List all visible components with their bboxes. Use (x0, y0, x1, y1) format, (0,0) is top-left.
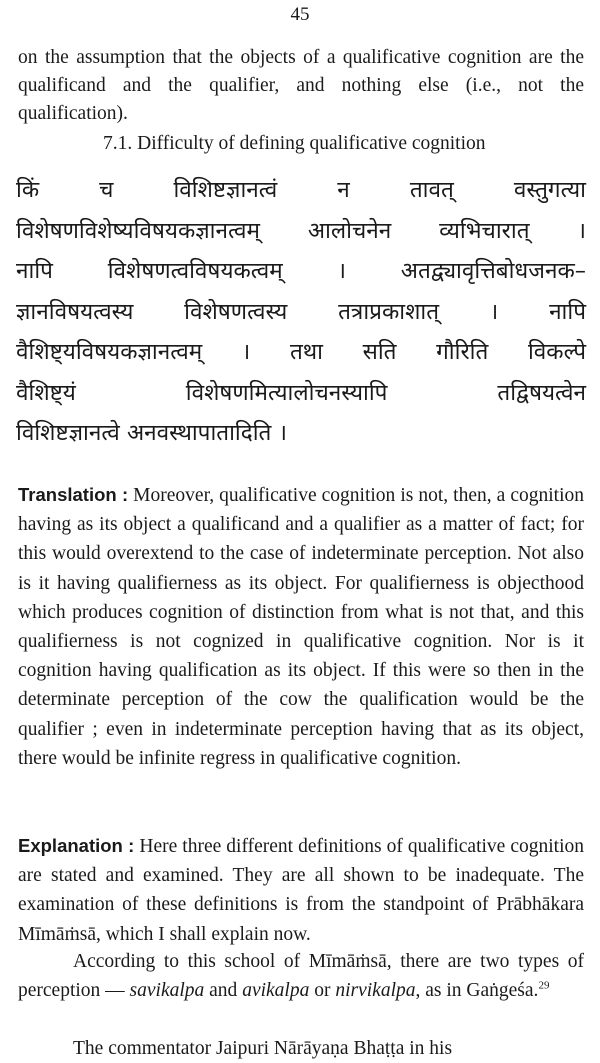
sanskrit-line: ज्ञानविषयत्वस्य विशेषणत्वस्य तत्राप्रकाशात् । नापि (16, 298, 586, 325)
footnote-marker: 29 (538, 979, 550, 992)
translation-paragraph (18, 480, 584, 773)
page-number: 45 (290, 4, 310, 25)
sanskrit-line: विशेषणविशेष्यविषयकज्ञानत्वम् आलोचनेन व्यभिचारात् । (16, 217, 586, 244)
school-paragraph (18, 947, 584, 1005)
sanskrit-line: वैशिष्ट्यं विशेषणमित्यालोचनस्यापि तद्विषयत्वेन (16, 379, 586, 406)
school-text: and (204, 980, 243, 1002)
school-text: or (309, 980, 336, 1002)
explanation-label: Explanation : (18, 835, 135, 856)
term-nirvikalpa: nirvikalpa (335, 980, 416, 1002)
term-avikalpa: avikalpa (242, 980, 310, 1002)
explanation-paragraph (18, 831, 584, 949)
term-savikalpa: savikalpa (129, 980, 205, 1002)
explanation-text: Here three different definitions of qualificative cognition are stated and examined. They are all shown to be inadequate. The examination of these definitions is from the standpoint of Prābhākara Mīmāṁsā, which I shall explain now. (18, 836, 585, 945)
last-paragraph: The commentator Jaipuri Nārāyaṇa Bhaṭṭa in his (73, 1038, 453, 1059)
translation-label: Translation : (18, 484, 129, 505)
school-text: According to this school of Mīmāṁsā, there are two types of perception — (18, 951, 584, 1002)
school-text: , as in Gaṅgeśa. (415, 980, 539, 1002)
section-heading: 7.1. Difficulty of defining qualificative cognition (103, 133, 486, 154)
sanskrit-line: नापि विशेषणत्वविषयकत्वम् । अतद्व्यावृत्तिबोधजनक– (16, 258, 586, 284)
sanskrit-line: वैशिष्ट्यविषयकज्ञानत्वम् । तथा सति गौरिति विकल्पे (16, 339, 586, 365)
translation-text: Moreover, qualificative cognition is not, then, a cognition having as its object a qualificand and a qualifier as a matter of fact; for this would overextend to the case of indeterminate perception. Not also is it having qualifierness as its object. For qualifierness is objecthood which produces cognition of distinction from what is not that, and this qualifierness is not cognized in qualificative cognition. Nor is it cognition having qualification as its object. If this were so then in the determinate perception of the cow the qualification would be the qualifier ; even in indeterminate perception having that as its object, there would be infinite regress in qualificative cognition. (18, 485, 584, 769)
sanskrit-line: विशिष्टज्ञानत्वे अनवस्थापातादिति । (16, 420, 288, 446)
intro-paragraph: on the assumption that the objects of a qualificative cognition are the qualificand and the qualifier, and nothing else (i.e., not the qualification). (18, 47, 584, 124)
sanskrit-line: किं च विशिष्टज्ञानत्वं न तावत् वस्तुगत्या (16, 177, 586, 203)
